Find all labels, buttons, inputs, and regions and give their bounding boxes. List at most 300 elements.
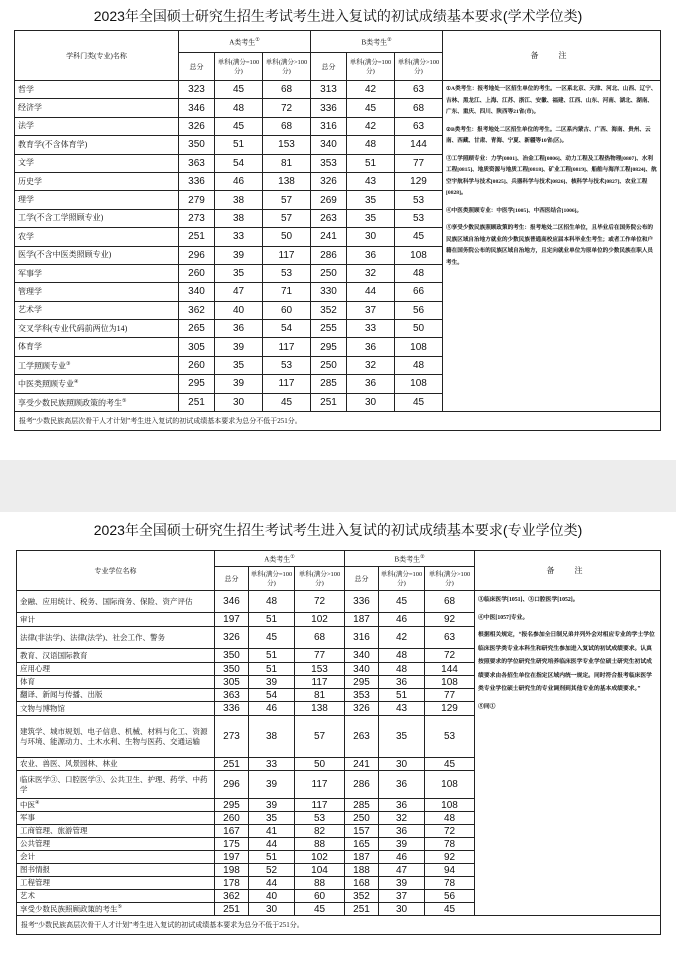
- page-gap: [0, 460, 676, 512]
- score-cell-a-sgt: 88: [295, 838, 345, 851]
- subject-name: 艺术学: [18, 305, 42, 315]
- score-cell-b-s100: 36: [347, 375, 395, 393]
- footer-note: 报考“少数民族高层次骨干人才计划”考生进入复试的初试成绩基本要求为总分不低于251分。: [17, 916, 661, 935]
- subject-name: 建筑学、城市规划、电子信息、机械、材料与化工、资源与环境、能源动力、土木水利、生物与医药、交通运输: [20, 726, 208, 746]
- subject-name-cell: [17, 663, 215, 676]
- subject-name-cell: [15, 191, 179, 209]
- score-cell-a-s100: 44: [249, 838, 295, 851]
- score-cell-b-s100: 30: [347, 228, 395, 246]
- subject-name-cell: [15, 338, 179, 356]
- score-cell-a-sgt: 138: [263, 172, 311, 190]
- note-row: [17, 916, 661, 935]
- score-cell-a-sgt: 72: [263, 99, 311, 117]
- group-b-header: B类考生②: [311, 31, 443, 53]
- subject-name-cell: [15, 81, 179, 99]
- subject-name-cell: [17, 812, 215, 825]
- subject-name: 文物与博物馆: [20, 703, 65, 713]
- score-cell-b-total: 251: [311, 393, 347, 411]
- subject-name: 法律(非法学)、法律(法学)、社会工作、警务: [20, 632, 165, 642]
- subject-name-cell: [15, 283, 179, 301]
- score-cell-a-s100: 40: [249, 890, 295, 903]
- score-cell-b-s100: 48: [379, 649, 425, 663]
- score-cell-b-s100: 51: [347, 154, 395, 172]
- score-cell-b-total: 285: [311, 375, 347, 393]
- group-a-header: A类考生①: [215, 551, 345, 567]
- score-cell-a-s100: 38: [215, 191, 263, 209]
- subject-name: 中医: [20, 800, 35, 810]
- score-cell-a-total: 279: [179, 191, 215, 209]
- subject-name-cell: [15, 264, 179, 282]
- score-cell-a-s100: 48: [249, 591, 295, 613]
- subject-name: 经济学: [18, 103, 42, 113]
- score-cell-b-s100: 35: [347, 209, 395, 227]
- professional-table: [16, 550, 661, 935]
- score-cell-a-sgt: 71: [263, 283, 311, 301]
- subject-name-cell: [17, 689, 215, 702]
- score-cell-a-total: 326: [179, 117, 215, 135]
- score-cell-a-sgt: 72: [295, 591, 345, 613]
- score-cell-b-sgt: 63: [395, 81, 443, 99]
- score-cell-b-sgt: 78: [425, 838, 475, 851]
- remark-paragraph: ④中医类照顾专业：中医学[1005]、中西医结合[1006]。: [446, 207, 583, 214]
- a-single100-header: 单科(满分=100分): [249, 567, 295, 591]
- subject-name-cell: [15, 246, 179, 264]
- score-cell-b-total: 340: [345, 663, 379, 676]
- subject-name-cell: [17, 890, 215, 903]
- score-cell-a-sgt: 117: [263, 375, 311, 393]
- subject-name: 农学: [18, 231, 34, 241]
- subject-name-cell: [15, 375, 179, 393]
- score-cell-b-sgt: 48: [395, 356, 443, 374]
- score-cell-b-s100: 35: [347, 191, 395, 209]
- subject-name: 艺术: [20, 891, 35, 900]
- subject-name-cell: [17, 825, 215, 838]
- score-cell-a-s100: 33: [249, 758, 295, 771]
- score-cell-b-sgt: 108: [395, 246, 443, 264]
- score-cell-b-total: 286: [311, 246, 347, 264]
- score-cell-b-sgt: 63: [395, 117, 443, 135]
- table-row: [17, 591, 661, 613]
- score-cell-b-s100: 36: [379, 799, 425, 812]
- remark-paragraph: ④中医[1057]专业。: [478, 614, 529, 621]
- b-single100-header: 单科(满分=100分): [347, 53, 395, 81]
- score-cell-a-sgt: 53: [295, 812, 345, 825]
- subject-name-cell: [17, 799, 215, 812]
- score-cell-a-s100: 38: [249, 716, 295, 758]
- score-cell-a-total: 295: [179, 375, 215, 393]
- score-cell-a-total: 346: [215, 591, 249, 613]
- score-cell-b-sgt: 53: [395, 209, 443, 227]
- score-cell-b-total: 251: [345, 903, 379, 916]
- score-cell-a-sgt: 45: [295, 903, 345, 916]
- subject-header: 专业学位名称: [17, 551, 215, 591]
- score-cell-b-total: 250: [345, 812, 379, 825]
- score-cell-b-total: 188: [345, 864, 379, 877]
- score-cell-a-total: 336: [215, 702, 249, 716]
- score-cell-a-sgt: 53: [263, 356, 311, 374]
- score-cell-b-s100: 48: [347, 136, 395, 154]
- remark-paragraph: ①A类考生：报考地处一区招生单位的考生。一区系北京、天津、河北、山西、辽宁、吉林、黑龙江、上海、江苏、浙江、安徽、福建、江西、山东、河南、湖北、湖南、广东、重庆、四川、陕西等21省(市)。: [446, 86, 657, 115]
- score-cell-a-total: 340: [179, 283, 215, 301]
- score-cell-b-s100: 32: [347, 356, 395, 374]
- remark-paragraph: 根据相关规定，“报名参加全日制兄弟并列外会对相应专业的学士学位临床医学类专业本科生和研究生参加进入复试的初试成绩要求。认真按照要求的学位研究生研究培养临床医学专业学位硕士研究生初试成绩要求由各招生单位在指定区域内统一规定。同时符合报考临床医学类专业学位硕士研究生的专业调剂到其他专业的基本成绩要求。”: [478, 632, 655, 692]
- score-cell-b-s100: 35: [379, 716, 425, 758]
- score-cell-a-s100: 46: [215, 172, 263, 190]
- subject-name: 临床医学③、口腔医学③、公共卫生、护理、药学、中药学: [20, 774, 208, 794]
- score-cell-b-s100: 42: [347, 81, 395, 99]
- score-cell-b-total: 326: [311, 172, 347, 190]
- score-cell-b-s100: 51: [379, 689, 425, 702]
- score-cell-a-s100: 39: [249, 799, 295, 812]
- score-cell-a-sgt: 117: [263, 338, 311, 356]
- score-cell-a-sgt: 153: [295, 663, 345, 676]
- score-cell-a-total: 346: [179, 99, 215, 117]
- score-cell-b-s100: 46: [379, 851, 425, 864]
- score-cell-a-s100: 41: [249, 825, 295, 838]
- score-cell-b-s100: 46: [379, 613, 425, 627]
- remark-paragraph: ⑤享受少数民族照顾政策的考生：报考地处二区招生单位，且毕业后在国务院公布的民族区域自治地方就业的少数民族普通高校应届本科毕业生考生；或者工作单位和户籍在国务院公布的民族区域自治地方，且定向就业单位为原单位的少数民族在职人员考生。: [446, 225, 654, 266]
- score-cell-b-total: 285: [345, 799, 379, 812]
- remarks-header: 备 注: [475, 551, 661, 591]
- score-cell-a-total: 167: [215, 825, 249, 838]
- score-cell-b-sgt: 72: [425, 825, 475, 838]
- score-cell-a-sgt: 104: [295, 864, 345, 877]
- score-cell-a-s100: 54: [249, 689, 295, 702]
- score-cell-a-total: 178: [215, 877, 249, 890]
- score-cell-a-sgt: 68: [263, 81, 311, 99]
- score-cell-a-s100: 35: [215, 356, 263, 374]
- score-cell-a-total: 251: [215, 758, 249, 771]
- score-cell-a-sgt: 60: [295, 890, 345, 903]
- b-total-header: 总分: [311, 53, 347, 81]
- score-cell-b-sgt: 144: [395, 136, 443, 154]
- score-cell-b-sgt: 45: [395, 393, 443, 411]
- remark-paragraph: ②B类考生：报考地处二区招生单位的考生。二区系内蒙古、广西、海南、贵州、云南、西藏、甘肃、青海、宁夏、新疆等10省(区)。: [446, 126, 651, 144]
- score-cell-b-sgt: 108: [425, 799, 475, 812]
- score-cell-a-sgt: 81: [263, 154, 311, 172]
- subject-name-cell: [17, 877, 215, 890]
- score-cell-a-s100: 46: [249, 702, 295, 716]
- score-cell-a-sgt: 57: [263, 191, 311, 209]
- subject-name-cell: [17, 838, 215, 851]
- score-cell-a-total: 175: [215, 838, 249, 851]
- subject-name-cell: [17, 903, 215, 916]
- score-cell-a-sgt: 68: [263, 117, 311, 135]
- score-cell-a-sgt: 53: [263, 264, 311, 282]
- score-cell-b-sgt: 66: [395, 283, 443, 301]
- score-cell-a-s100: 35: [249, 812, 295, 825]
- score-cell-a-total: 273: [215, 716, 249, 758]
- score-cell-b-total: 352: [311, 301, 347, 319]
- score-cell-b-sgt: 56: [425, 890, 475, 903]
- subject-name: 军事: [20, 813, 35, 822]
- score-cell-b-sgt: 92: [425, 613, 475, 627]
- footnote-mark: ③: [66, 361, 71, 367]
- score-cell-b-s100: 43: [379, 702, 425, 716]
- a-total-header: 总分: [179, 53, 215, 81]
- score-cell-b-sgt: 53: [395, 191, 443, 209]
- score-cell-a-sgt: 81: [295, 689, 345, 702]
- subject-name-cell: [15, 172, 179, 190]
- score-cell-b-sgt: 94: [425, 864, 475, 877]
- score-cell-b-total: 241: [311, 228, 347, 246]
- subject-name-cell: [15, 320, 179, 338]
- score-cell-a-total: 363: [215, 689, 249, 702]
- score-cell-a-s100: 51: [249, 851, 295, 864]
- score-cell-b-total: 157: [345, 825, 379, 838]
- subject-name-cell: [17, 702, 215, 716]
- score-cell-a-total: 350: [215, 649, 249, 663]
- subject-name-cell: [15, 393, 179, 411]
- score-cell-a-total: 260: [179, 356, 215, 374]
- subject-name: 享受少数民族照顾政策的考生: [18, 398, 122, 408]
- score-cell-a-s100: 36: [215, 320, 263, 338]
- score-cell-a-total: 260: [179, 264, 215, 282]
- score-cell-b-total: 269: [311, 191, 347, 209]
- subject-name-cell: [17, 627, 215, 649]
- score-cell-b-s100: 36: [347, 338, 395, 356]
- subject-name-cell: [17, 649, 215, 663]
- subject-name: 文学: [18, 158, 34, 168]
- subject-name-cell: [15, 117, 179, 135]
- academic-section: [0, 0, 676, 460]
- subject-name: 交叉学科(专业代码前两位为14): [18, 323, 128, 333]
- score-cell-a-s100: 39: [215, 338, 263, 356]
- score-cell-b-s100: 42: [379, 627, 425, 649]
- score-cell-a-s100: 39: [215, 375, 263, 393]
- subject-name: 工程管理: [20, 878, 50, 887]
- score-cell-a-s100: 40: [215, 301, 263, 319]
- score-cell-a-s100: 30: [215, 393, 263, 411]
- score-cell-a-sgt: 77: [295, 649, 345, 663]
- score-cell-a-total: 260: [215, 812, 249, 825]
- subject-name: 体育学: [18, 342, 42, 352]
- score-cell-b-total: 353: [345, 689, 379, 702]
- score-cell-b-s100: 39: [379, 838, 425, 851]
- footnote-mark: ⑤: [117, 905, 122, 911]
- subject-name-cell: [15, 228, 179, 246]
- score-cell-b-sgt: 108: [395, 338, 443, 356]
- score-cell-a-sgt: 68: [295, 627, 345, 649]
- score-cell-a-s100: 45: [215, 117, 263, 135]
- score-cell-b-sgt: 63: [425, 627, 475, 649]
- score-cell-a-total: 197: [215, 613, 249, 627]
- score-cell-b-total: 340: [311, 136, 347, 154]
- score-cell-b-total: 336: [311, 99, 347, 117]
- score-cell-b-s100: 44: [347, 283, 395, 301]
- score-cell-a-sgt: 50: [263, 228, 311, 246]
- score-cell-a-s100: 52: [249, 864, 295, 877]
- score-cell-b-sgt: 68: [395, 99, 443, 117]
- score-cell-b-s100: 37: [379, 890, 425, 903]
- score-cell-a-s100: 51: [249, 613, 295, 627]
- score-cell-b-sgt: 144: [425, 663, 475, 676]
- score-cell-a-total: 296: [179, 246, 215, 264]
- score-cell-b-s100: 45: [347, 99, 395, 117]
- subject-name: 工商管理、旅游管理: [20, 826, 88, 835]
- subject-name: 公共管理: [20, 839, 50, 848]
- score-cell-a-total: 273: [179, 209, 215, 227]
- score-cell-b-s100: 36: [379, 676, 425, 689]
- score-cell-b-total: 168: [345, 877, 379, 890]
- subject-name-cell: [17, 851, 215, 864]
- score-cell-b-s100: 42: [347, 117, 395, 135]
- note-row: [15, 412, 661, 431]
- score-cell-b-total: 316: [311, 117, 347, 135]
- score-cell-b-total: 263: [311, 209, 347, 227]
- score-cell-a-sgt: 138: [295, 702, 345, 716]
- professional-section: [0, 512, 676, 968]
- subject-header: 学科门类(专业)名称: [15, 31, 179, 81]
- a-singlegt-header: 单科(满分>100分): [263, 53, 311, 81]
- score-cell-b-s100: 39: [379, 877, 425, 890]
- b-singlegt-header: 单科(满分>100分): [395, 53, 443, 81]
- score-cell-b-s100: 43: [347, 172, 395, 190]
- score-cell-b-s100: 45: [379, 591, 425, 613]
- score-cell-a-total: 296: [215, 771, 249, 799]
- score-cell-a-sgt: 50: [295, 758, 345, 771]
- score-cell-b-s100: 48: [379, 663, 425, 676]
- score-cell-b-sgt: 48: [395, 264, 443, 282]
- subject-name: 医学(不含中医类照顾专业): [18, 250, 112, 260]
- remark-paragraph: ③临床医学[1051]、③口腔医学[1052]。: [478, 597, 579, 603]
- score-cell-a-total: 350: [179, 136, 215, 154]
- score-cell-b-s100: 37: [347, 301, 395, 319]
- score-cell-b-s100: 33: [347, 320, 395, 338]
- score-cell-b-sgt: 68: [425, 591, 475, 613]
- remarks-cell: [475, 591, 661, 916]
- footnote-mark: ④: [35, 801, 40, 807]
- footnote-mark: ⑤: [122, 398, 127, 404]
- subject-name-cell: [17, 716, 215, 758]
- b-total-header: 总分: [345, 567, 379, 591]
- score-cell-a-s100: 30: [249, 903, 295, 916]
- score-cell-a-total: 251: [179, 228, 215, 246]
- score-cell-b-s100: 36: [379, 771, 425, 799]
- score-cell-a-sgt: 57: [295, 716, 345, 758]
- score-cell-b-sgt: 56: [395, 301, 443, 319]
- subject-name-cell: [17, 864, 215, 877]
- a-total-header: 总分: [215, 567, 249, 591]
- subject-name-cell: [15, 136, 179, 154]
- subject-name-cell: [15, 301, 179, 319]
- subject-name-cell: [15, 356, 179, 374]
- score-cell-a-sgt: 117: [295, 676, 345, 689]
- score-cell-a-sgt: 88: [295, 877, 345, 890]
- score-cell-b-s100: 32: [379, 812, 425, 825]
- score-cell-b-sgt: 45: [425, 758, 475, 771]
- subject-name-cell: [15, 154, 179, 172]
- subject-name: 翻译、新闻与传播、出版: [20, 690, 103, 699]
- score-cell-a-s100: 33: [215, 228, 263, 246]
- b-single100-header: 单科(满分=100分): [379, 567, 425, 591]
- score-cell-b-total: 255: [311, 320, 347, 338]
- subject-name: 中医类照顾专业: [18, 379, 74, 389]
- score-cell-a-s100: 39: [249, 771, 295, 799]
- score-cell-b-total: 187: [345, 613, 379, 627]
- subject-name: 管理学: [18, 286, 42, 296]
- score-cell-a-sgt: 54: [263, 320, 311, 338]
- score-cell-b-sgt: 78: [425, 877, 475, 890]
- score-cell-b-s100: 36: [347, 246, 395, 264]
- score-cell-b-total: 340: [345, 649, 379, 663]
- score-cell-a-sgt: 60: [263, 301, 311, 319]
- score-cell-b-total: 353: [311, 154, 347, 172]
- score-cell-a-total: 336: [179, 172, 215, 190]
- score-cell-b-sgt: 48: [425, 812, 475, 825]
- score-cell-b-sgt: 50: [395, 320, 443, 338]
- score-cell-a-sgt: 82: [295, 825, 345, 838]
- subject-name: 工学照顾专业: [18, 361, 66, 371]
- score-cell-a-s100: 39: [215, 246, 263, 264]
- score-cell-a-total: 362: [215, 890, 249, 903]
- score-cell-a-sgt: 117: [263, 246, 311, 264]
- subject-name: 图书情报: [20, 865, 50, 874]
- score-cell-b-total: 250: [311, 356, 347, 374]
- score-cell-a-total: 305: [179, 338, 215, 356]
- subject-name: 法学: [18, 121, 34, 131]
- score-cell-b-sgt: 108: [425, 771, 475, 799]
- subject-name-cell: [15, 209, 179, 227]
- subject-name: 哲学: [18, 84, 34, 94]
- b-singlegt-header: 单科(满分>100分): [425, 567, 475, 591]
- score-cell-a-total: 197: [215, 851, 249, 864]
- score-cell-a-sgt: 45: [263, 393, 311, 411]
- subject-name: 军事学: [18, 268, 42, 278]
- footer-note: 报考“少数民族高层次骨干人才计划”考生进入复试的初试成绩基本要求为总分不低于251分。: [15, 412, 661, 431]
- score-cell-b-total: 250: [311, 264, 347, 282]
- score-cell-a-total: 363: [179, 154, 215, 172]
- score-cell-a-total: 350: [215, 663, 249, 676]
- subject-name: 享受少数民族照顾政策的考生: [20, 904, 118, 914]
- score-cell-b-sgt: 108: [395, 375, 443, 393]
- score-cell-b-s100: 30: [347, 393, 395, 411]
- score-cell-b-sgt: 129: [395, 172, 443, 190]
- subject-name: 会计: [20, 852, 35, 861]
- score-cell-b-total: 187: [345, 851, 379, 864]
- group-b-header: B类考生②: [345, 551, 475, 567]
- remarks-cell: [443, 81, 661, 412]
- score-cell-a-total: 265: [179, 320, 215, 338]
- score-cell-a-sgt: 117: [295, 799, 345, 812]
- a-singlegt-header: 单科(满分>100分): [295, 567, 345, 591]
- score-cell-b-total: 313: [311, 81, 347, 99]
- subject-name: 教育、汉语国际教育: [20, 650, 88, 660]
- subject-name: 审计: [20, 614, 35, 624]
- subject-name-cell: [17, 591, 215, 613]
- score-cell-a-s100: 45: [215, 81, 263, 99]
- subject-name-cell: [17, 758, 215, 771]
- subject-name: 历史学: [18, 176, 42, 186]
- a-single100-header: 单科(满分=100分): [215, 53, 263, 81]
- score-cell-b-sgt: 53: [425, 716, 475, 758]
- score-cell-b-total: 295: [311, 338, 347, 356]
- score-cell-a-s100: 39: [249, 676, 295, 689]
- score-cell-a-s100: 38: [215, 209, 263, 227]
- score-cell-b-total: 263: [345, 716, 379, 758]
- subject-name: 金融、应用统计、税务、国际商务、保险、资产评估: [20, 596, 193, 606]
- score-cell-b-total: 165: [345, 838, 379, 851]
- score-cell-a-sgt: 57: [263, 209, 311, 227]
- score-cell-b-sgt: 77: [395, 154, 443, 172]
- score-cell-b-total: 241: [345, 758, 379, 771]
- score-cell-b-sgt: 45: [425, 903, 475, 916]
- score-cell-a-total: 295: [215, 799, 249, 812]
- score-cell-b-sgt: 129: [425, 702, 475, 716]
- professional-title: 2023年全国硕士研究生招生考试考生进入复试的初试成绩基本要求(专业学位类): [93, 522, 583, 538]
- score-cell-b-total: 352: [345, 890, 379, 903]
- score-cell-b-sgt: 45: [395, 228, 443, 246]
